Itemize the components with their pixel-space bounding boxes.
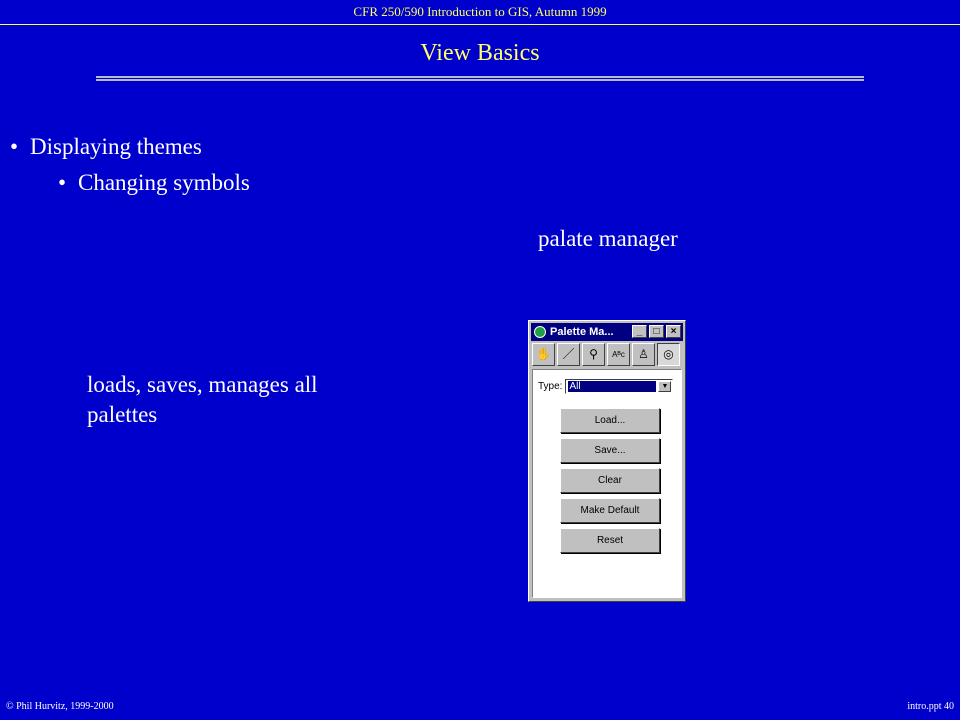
footer-slide-ref: intro.ppt 40 bbox=[907, 701, 954, 712]
type-row bbox=[538, 379, 673, 394]
palette-tool-icon: ◎ bbox=[663, 347, 674, 361]
header-divider bbox=[0, 24, 960, 25]
palette-panel bbox=[532, 369, 682, 598]
pen-tool-icon: ／ bbox=[562, 347, 575, 361]
window-title: Palette Ma... bbox=[550, 326, 614, 338]
caption-palate-manager: palate manager bbox=[538, 226, 678, 251]
bullet-marker: • bbox=[58, 170, 67, 195]
maximize-button[interactable]: □ bbox=[649, 325, 664, 338]
palette-tool-button[interactable] bbox=[657, 343, 680, 366]
make-default-button[interactable]: Make Default bbox=[560, 498, 660, 523]
reset-button[interactable]: Reset bbox=[560, 528, 660, 553]
marker-tool-icon: ⚲ bbox=[589, 347, 598, 361]
bullet-text: Changing symbols bbox=[78, 170, 250, 195]
palette-toolbar bbox=[532, 343, 680, 366]
load-button[interactable]: Load... bbox=[560, 408, 660, 433]
bullet-text: Displaying themes bbox=[30, 134, 202, 159]
palette-manager-window bbox=[528, 320, 686, 602]
title-divider bbox=[96, 76, 864, 81]
font-tool-button[interactable] bbox=[607, 343, 630, 366]
slide-title: View Basics bbox=[420, 40, 540, 66]
color-tool-icon: ♙ bbox=[638, 347, 649, 361]
bullet-changing-symbols bbox=[58, 170, 250, 196]
marker-tool-button[interactable] bbox=[582, 343, 605, 366]
bullet-displaying-themes bbox=[10, 134, 202, 160]
type-label: Type: bbox=[538, 381, 563, 392]
chevron-down-icon[interactable]: ▼ bbox=[658, 381, 671, 392]
type-dropdown-value: All bbox=[568, 381, 656, 392]
title-buttons bbox=[632, 325, 681, 338]
course-header: CFR 250/590 Introduction to GIS, Autumn 1999 bbox=[353, 4, 607, 19]
save-button[interactable]: Save... bbox=[560, 438, 660, 463]
footer-copyright: © Phil Hurvitz, 1999-2000 bbox=[6, 701, 114, 712]
font-tool-icon: Aᴮc bbox=[612, 350, 625, 359]
type-dropdown[interactable] bbox=[565, 379, 673, 394]
bullet-marker: • bbox=[10, 134, 19, 159]
app-icon bbox=[534, 326, 546, 338]
color-tool-button[interactable] bbox=[632, 343, 655, 366]
window-titlebar[interactable] bbox=[531, 323, 683, 341]
minimize-button[interactable]: _ bbox=[632, 325, 647, 338]
caption-description: loads, saves, manages all palettes bbox=[87, 372, 318, 427]
fill-tool-icon: ✋ bbox=[536, 347, 551, 361]
clear-button[interactable]: Clear bbox=[560, 468, 660, 493]
close-button[interactable]: × bbox=[666, 325, 681, 338]
pen-tool-button[interactable] bbox=[557, 343, 580, 366]
fill-tool-button[interactable] bbox=[532, 343, 555, 366]
